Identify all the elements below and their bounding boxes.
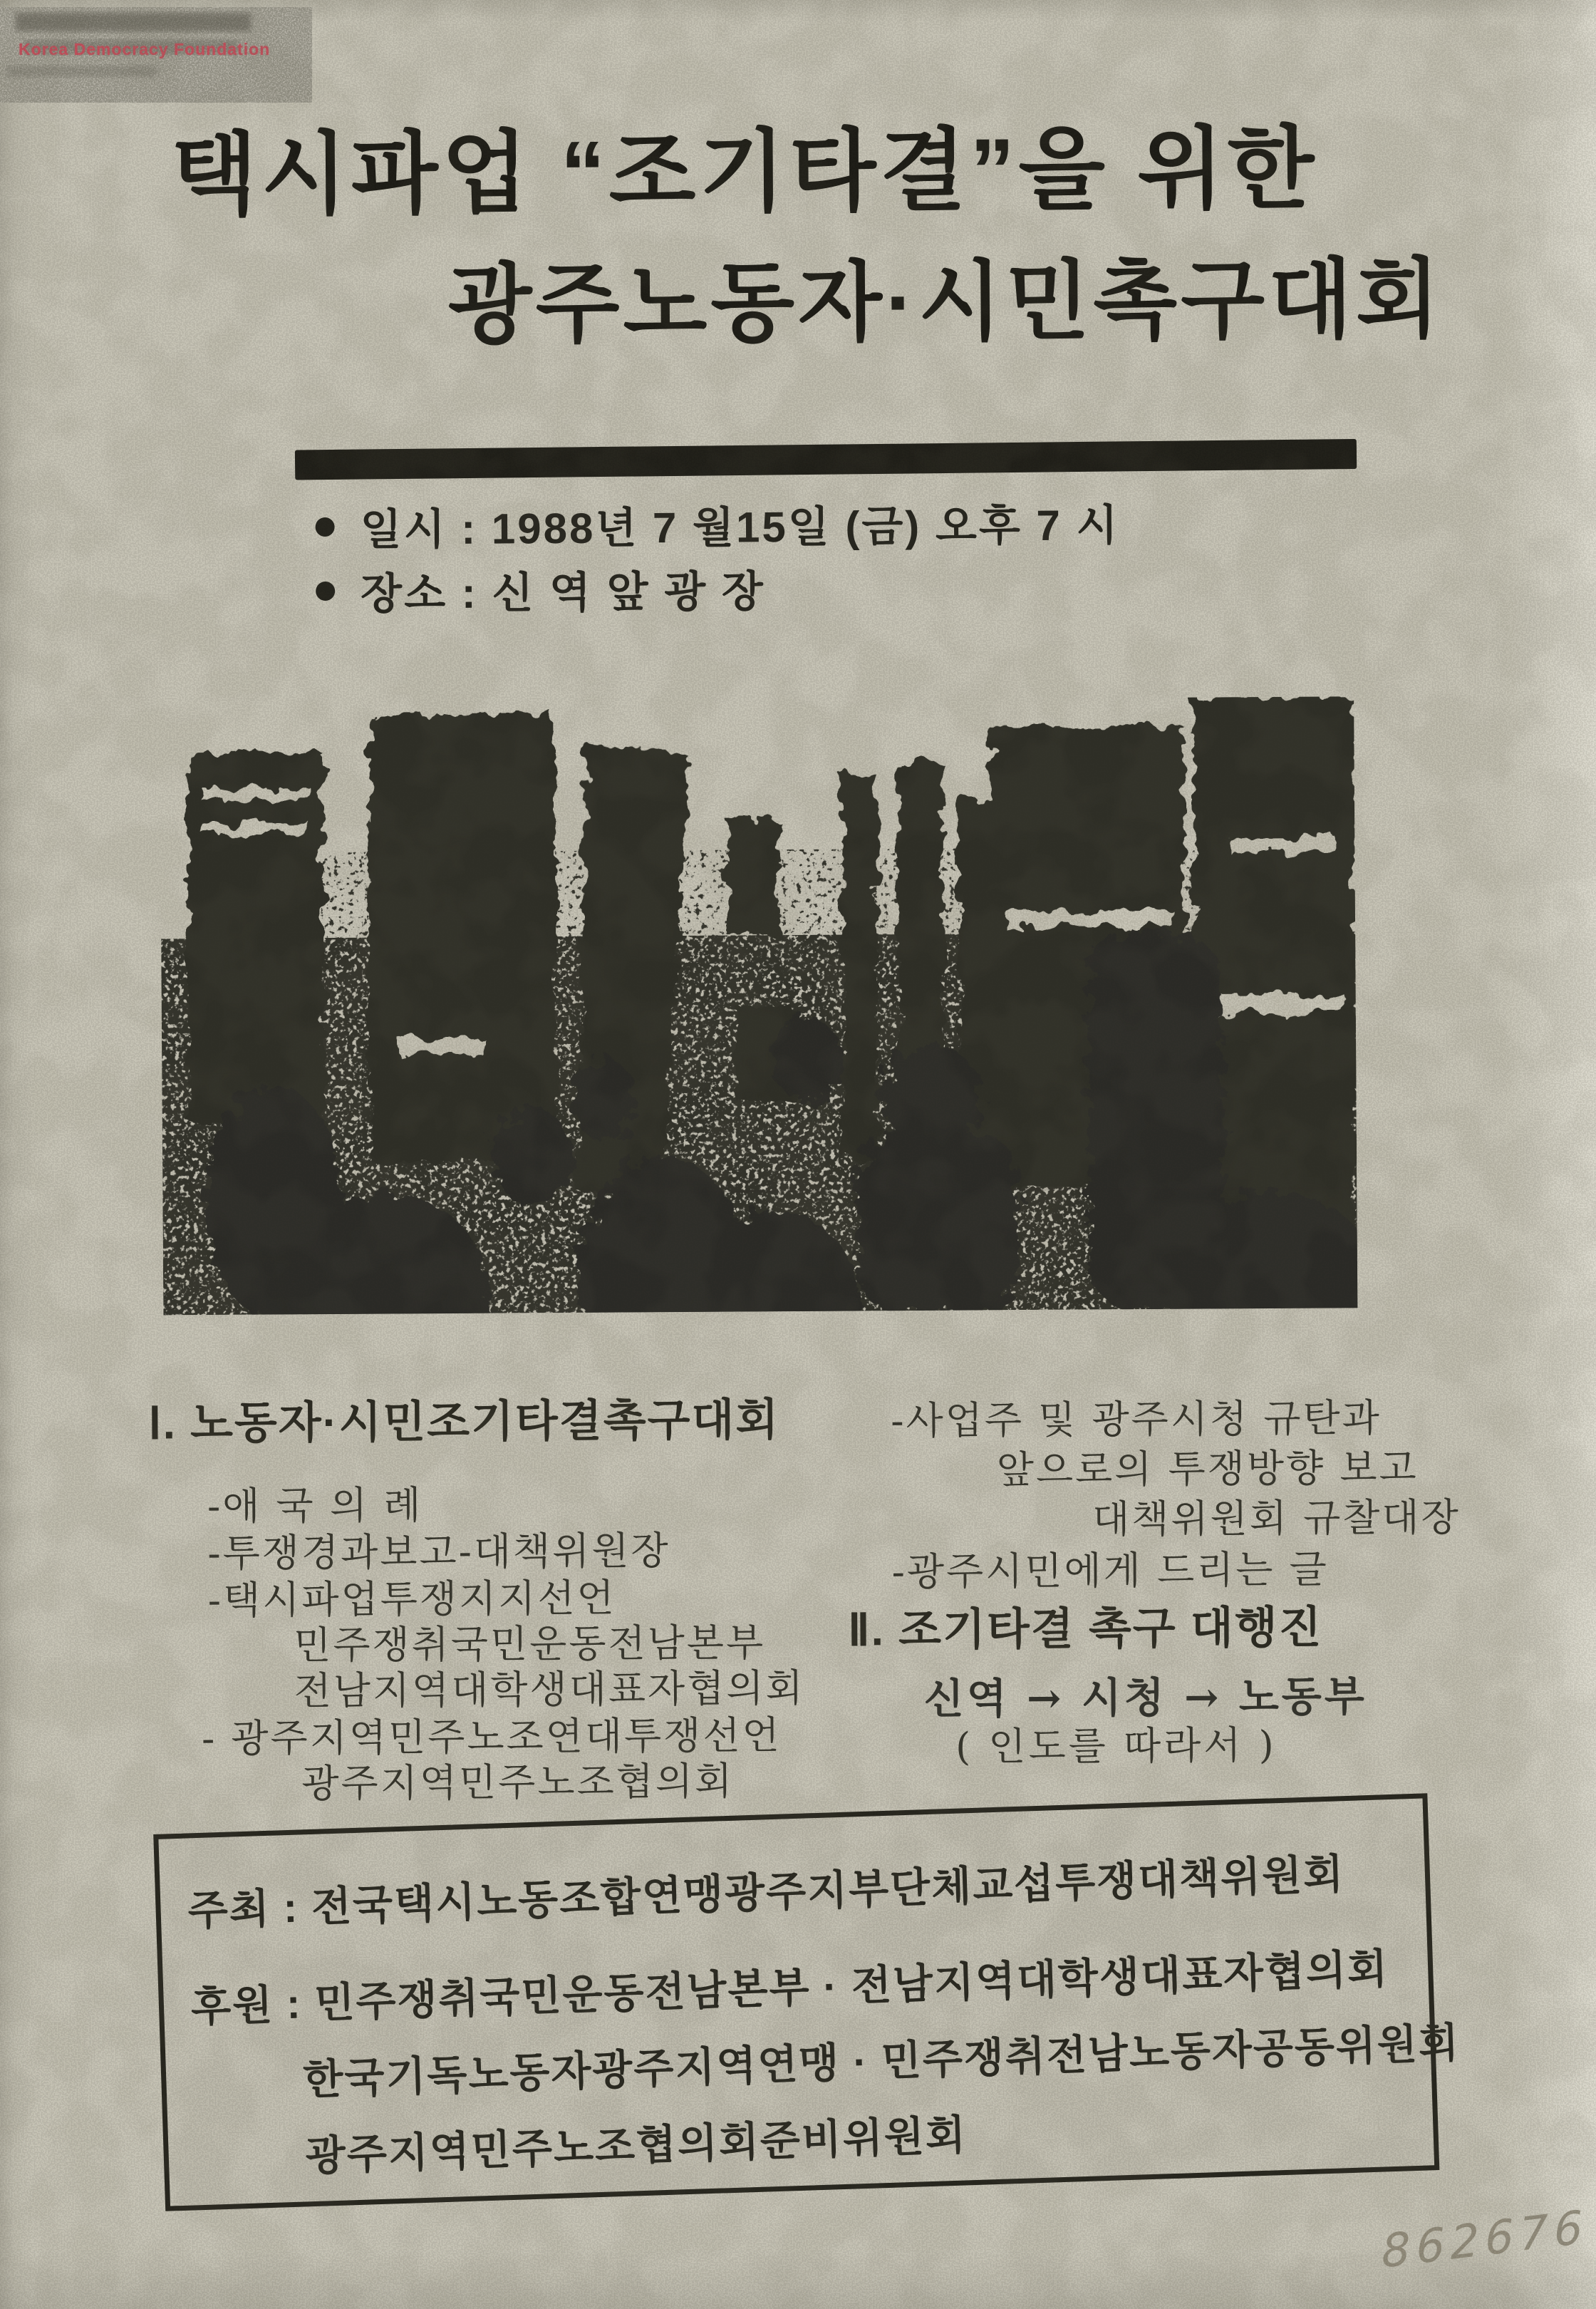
- program-item: 대책위원회 규찰대장: [1092, 1494, 1461, 1542]
- bullet-dot-icon: [316, 517, 335, 536]
- program-item: -광주시민에게 드리는 글: [891, 1546, 1329, 1595]
- program-item: -투쟁경과보고-대책위원장: [207, 1528, 670, 1576]
- host-line: [187, 1840, 1345, 1937]
- program-item: -사업주 및 광주시청 규탄과: [891, 1395, 1382, 1444]
- rally-crowd-photo: [160, 696, 1357, 1315]
- section2-heading: Ⅱ. 조기타결 촉구 대행진: [847, 1603, 1323, 1655]
- sponsor-label: 후원 :: [190, 1980, 303, 2031]
- archival-pencil-number: 862676: [1381, 2200, 1589, 2280]
- host-label: 주최 :: [187, 1884, 300, 1935]
- schedule-place-text: 장소 : 신 역 앞 광 장: [360, 567, 766, 618]
- bullet-dot-icon: [316, 581, 335, 600]
- schedule-place-line: [316, 557, 765, 621]
- march-route-note: ( 인도를 따라서 ): [955, 1722, 1277, 1770]
- section1-heading: Ⅰ. 노동자·시민조기타결촉구대회: [148, 1395, 780, 1449]
- program-item: -택시파업투쟁지지선언: [207, 1575, 616, 1623]
- march-route: 신역 → 시청 → 노동부: [923, 1672, 1368, 1723]
- archive-watermark: Korea Democracy Foundation: [19, 40, 271, 58]
- program-item: - 광주지역민주노조연대투쟁선언: [201, 1713, 782, 1762]
- sponsor-line: 광주지역민주노조협의회준비위원회: [304, 2112, 968, 2180]
- host-name: 전국택시노동조합연맹광주지부단체교섭투쟁대책위원회: [311, 1851, 1346, 1931]
- program-item-org: 민주쟁취국민운동전남본부: [294, 1620, 766, 1668]
- title-divider-bar: [295, 439, 1357, 480]
- program-item-org: 전남지역대학생대표자협의회: [294, 1665, 805, 1714]
- flyer-title-line2: 광주노동자·시민촉구대회: [447, 250, 1444, 353]
- sponsor-line: 한국기독노동자광주지역연맹 · 민주쟁취전남노동자공동위원회: [302, 2020, 1461, 2104]
- schedule-datetime-text: 일시 : 1988년 7 월15일 (금) 오후 7 시: [360, 501, 1120, 554]
- organizers-box: [153, 1793, 1461, 2211]
- sponsor-names: 민주쟁취국민운동전남본부 · 전남지역대학생대표자협의회: [314, 1946, 1389, 2027]
- schedule-datetime-line: [315, 491, 1119, 557]
- program-item-org: 광주지역민주노조협의회: [301, 1758, 735, 1807]
- program-item: -애 국 의 례: [207, 1482, 423, 1529]
- flyer-title-line1: 택시파업 “조기타결”을 위한: [170, 118, 1318, 226]
- program-item: 앞으로의 투쟁방향 보고: [996, 1445, 1419, 1493]
